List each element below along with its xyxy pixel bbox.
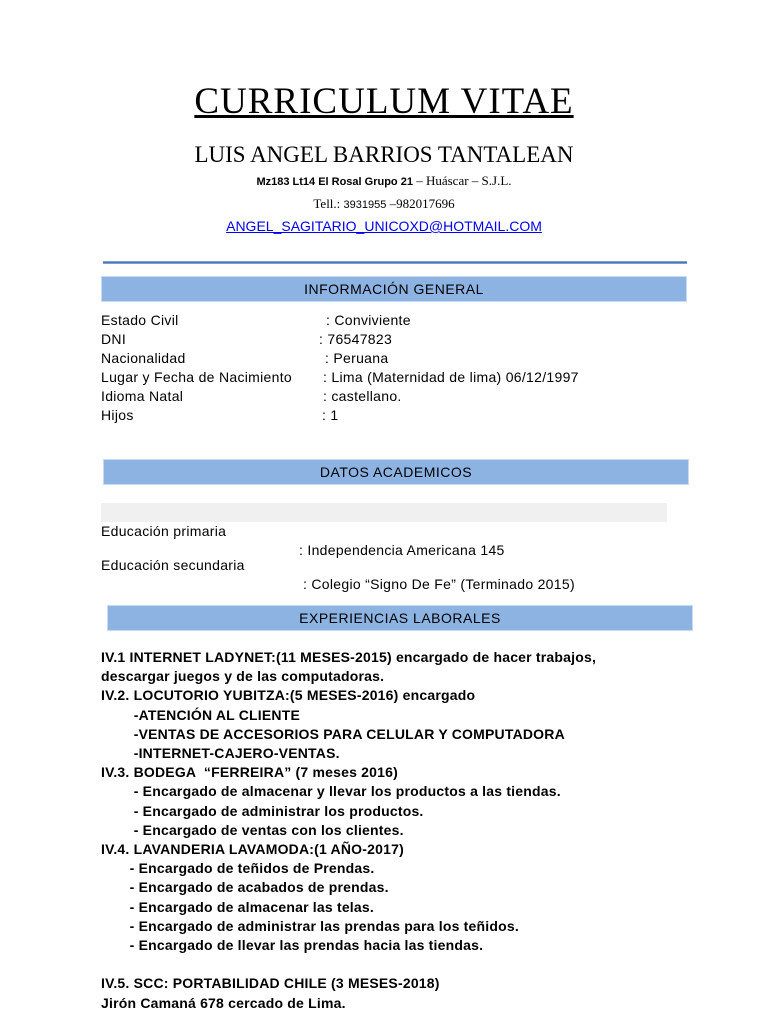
work-line: Jirón Camaná 678 cercado de Lima. <box>101 994 346 1011</box>
info-value: : 76547823 <box>319 331 393 347</box>
academic-label: Educación secundaria <box>101 557 245 573</box>
phone <box>0 196 768 212</box>
section-general-header: INFORMACIÓN GENERAL <box>101 276 687 302</box>
work-line: - Encargado de administrar los productos. <box>101 802 424 819</box>
email-link[interactable]: ANGEL_SAGITARIO_UNICOXD@HOTMAIL.COM <box>226 218 542 234</box>
academic-label: Educación primaria <box>101 523 227 539</box>
work-line: - Encargado de administrar las prendas para los teñidos. <box>101 917 519 934</box>
work-line: - Encargado de acabados de prendas. <box>101 879 389 896</box>
general-info-list <box>101 311 661 425</box>
info-row <box>101 330 661 349</box>
section-work-header: EXPERIENCIAS LABORALES <box>107 605 693 631</box>
section-academic-header: DATOS ACADEMICOS <box>103 459 689 485</box>
info-value: : Lima (Maternidad de lima) 06/12/1997 <box>323 369 579 385</box>
info-value: : 1 <box>322 407 339 423</box>
info-label: Hijos <box>101 407 134 423</box>
info-value: : Conviviente <box>326 312 411 328</box>
work-line: IV.3. BODEGA “FERREIRA” (7 meses 2016) <box>101 764 398 781</box>
work-line: - Encargado de llevar las prendas hacia las tiendas. <box>101 937 484 954</box>
info-row <box>101 311 661 330</box>
info-row <box>101 368 661 387</box>
work-line: IV.5. SCC: PORTABILIDAD CHILE (3 MESES-2018) <box>101 975 440 992</box>
phone-main: 3931955 <box>343 199 387 211</box>
work-line: IV.4. LAVANDERIA LAVAMODA:(1 AÑO-2017) <box>101 841 404 858</box>
work-line: -VENTAS DE ACCESORIOS PARA CELULAR Y COMPUTADORA <box>101 725 565 742</box>
phone-label: Tell.: <box>313 196 344 211</box>
info-label: Idioma Natal <box>101 388 184 404</box>
academic-row <box>101 503 667 558</box>
phone-rest: –982017696 <box>386 196 455 211</box>
info-row <box>101 406 661 425</box>
work-line: - Encargado de ventas con los clientes. <box>101 821 404 838</box>
work-line <box>101 955 596 974</box>
work-line: IV.1 INTERNET LADYNET:(11 MESES-2015) encargado de hacer trabajos, <box>101 649 597 665</box>
info-label: Estado Civil <box>101 312 179 328</box>
page-title: CURRICULUM VITAE <box>194 81 574 122</box>
academic-row <box>101 537 667 592</box>
person-name: LUIS ANGEL BARRIOS TANTALEAN <box>194 142 574 167</box>
work-line: - Encargado de almacenar y llevar los productos a las tiendas. <box>101 783 561 800</box>
info-label: Lugar y Fecha de Nacimiento <box>101 369 292 385</box>
divider <box>103 261 687 264</box>
address-rest: – Huáscar – S.J.L. <box>412 173 512 188</box>
academic-value: : Independencia Americana 145 <box>299 542 505 558</box>
work-line: -ATENCIÓN AL CLIENTE <box>101 706 301 723</box>
info-label: DNI <box>101 331 127 347</box>
address <box>0 173 768 189</box>
work-line: descargar juegos y de las computadoras. <box>101 668 385 685</box>
info-value: : castellano. <box>323 388 402 404</box>
academic-value: : Colegio “Signo De Fe” (Terminado 2015) <box>303 576 575 592</box>
work-line: -INTERNET-CAJERO-VENTAS. <box>101 745 340 762</box>
info-row <box>101 387 661 406</box>
work-line: IV.2. LOCUTORIO YUBITZA:(5 MESES-2016) encargado <box>101 687 476 704</box>
work-line: - Encargado de teñidos de Prendas. <box>101 860 375 877</box>
info-label: Nacionalidad <box>101 350 186 366</box>
work-line: - Encargado de almacenar las telas. <box>101 898 374 915</box>
address-main: Mz183 Lt14 El Rosal Grupo 21 <box>256 176 413 188</box>
info-row <box>101 349 661 368</box>
info-value: : Peruana <box>325 350 389 366</box>
work-experience <box>101 648 596 1013</box>
